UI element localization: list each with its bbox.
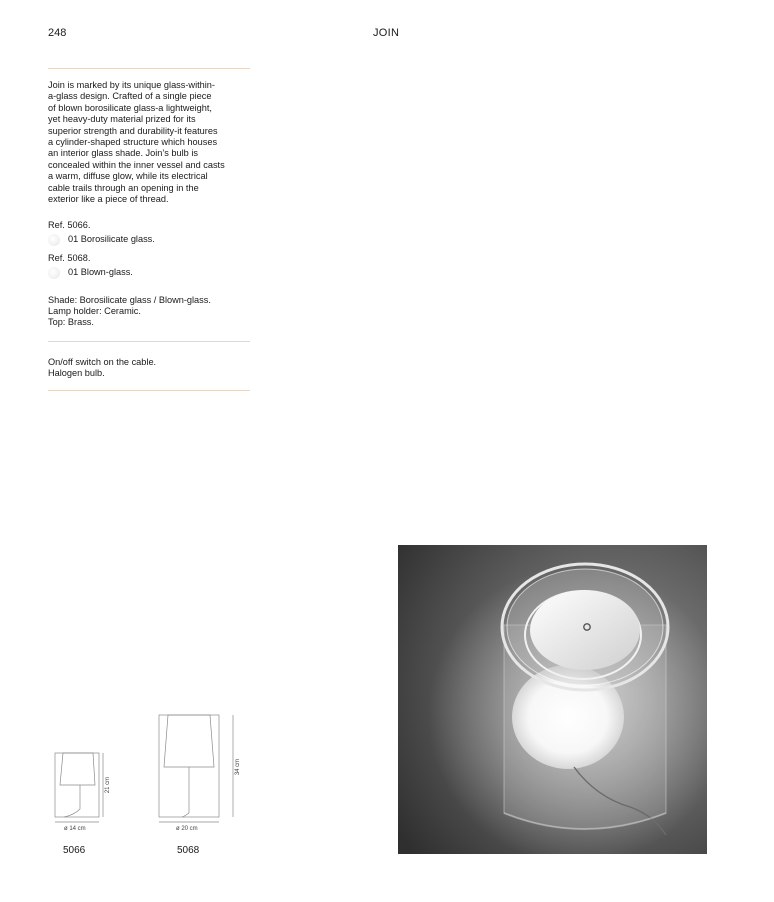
description-line: of blown borosilicate glass-a lightweight, bbox=[48, 102, 212, 113]
description-line: a cylinder-shaped structure which houses bbox=[48, 137, 218, 148]
materials-list bbox=[48, 295, 258, 328]
technical-drawings bbox=[44, 705, 254, 865]
drawing-5066 bbox=[55, 753, 103, 822]
drawing-5068 bbox=[159, 715, 233, 822]
shade-outline-icon bbox=[60, 753, 95, 785]
spec-top: Top: Brass. bbox=[48, 317, 94, 327]
diameter-label-5066: ø 14 cm bbox=[64, 826, 86, 832]
description-line: an interior glass shade. Join’s bulb is bbox=[48, 148, 198, 159]
model-label-5066: 5066 bbox=[63, 845, 86, 856]
model-label-5068: 5068 bbox=[177, 845, 200, 856]
features-list bbox=[48, 357, 258, 379]
spec-lamp-holder: Lamp holder: Ceramic. bbox=[48, 306, 141, 316]
height-label-5068: 34 cm bbox=[235, 758, 241, 776]
page-number: 248 bbox=[48, 27, 67, 39]
reference-5068: Ref. 5068. bbox=[48, 253, 91, 263]
product-description bbox=[48, 80, 250, 205]
glass-lamp-photo bbox=[398, 545, 707, 854]
cable-outline-icon bbox=[64, 785, 80, 817]
description-line: exterior like a piece of thread. bbox=[48, 194, 169, 205]
description-line: Join is marked by its unique glass-within- bbox=[48, 80, 215, 90]
page-title: JOIN bbox=[373, 27, 400, 39]
reference-5066: Ref. 5066. bbox=[48, 220, 91, 230]
finish-swatch-icon bbox=[48, 267, 60, 279]
description-line: concealed within the inner vessel and casts bbox=[48, 159, 225, 170]
shade-outline-icon bbox=[164, 715, 214, 767]
finish-swatch-icon bbox=[48, 234, 60, 246]
description-line: cable trails through an opening in the bbox=[48, 182, 199, 193]
variant-5066 bbox=[48, 234, 155, 246]
feature-switch: On/off switch on the cable. bbox=[48, 357, 157, 367]
variant-label: 01 Blown-glass. bbox=[68, 267, 133, 278]
variant-5068 bbox=[48, 267, 133, 279]
description-line: yet heavy-duty material prized for its bbox=[48, 114, 196, 125]
description-line: a-glass design. Crafted of a single piece bbox=[48, 91, 212, 102]
variant-label: 01 Borosilicate glass. bbox=[68, 234, 155, 245]
diameter-label-5068: ø 20 cm bbox=[176, 826, 198, 832]
divider bbox=[48, 68, 250, 69]
feature-bulb: Halogen bulb. bbox=[48, 368, 105, 378]
height-label-5066: 21 cm bbox=[105, 776, 111, 794]
cable-outline-icon bbox=[182, 767, 189, 817]
spec-shade: Shade: Borosilicate glass / Blown-glass. bbox=[48, 295, 211, 305]
description-line: a warm, diffuse glow, while its electrical bbox=[48, 171, 208, 182]
divider bbox=[48, 390, 250, 391]
description-line: superior strength and durability-it features bbox=[48, 125, 218, 136]
divider bbox=[48, 341, 250, 342]
